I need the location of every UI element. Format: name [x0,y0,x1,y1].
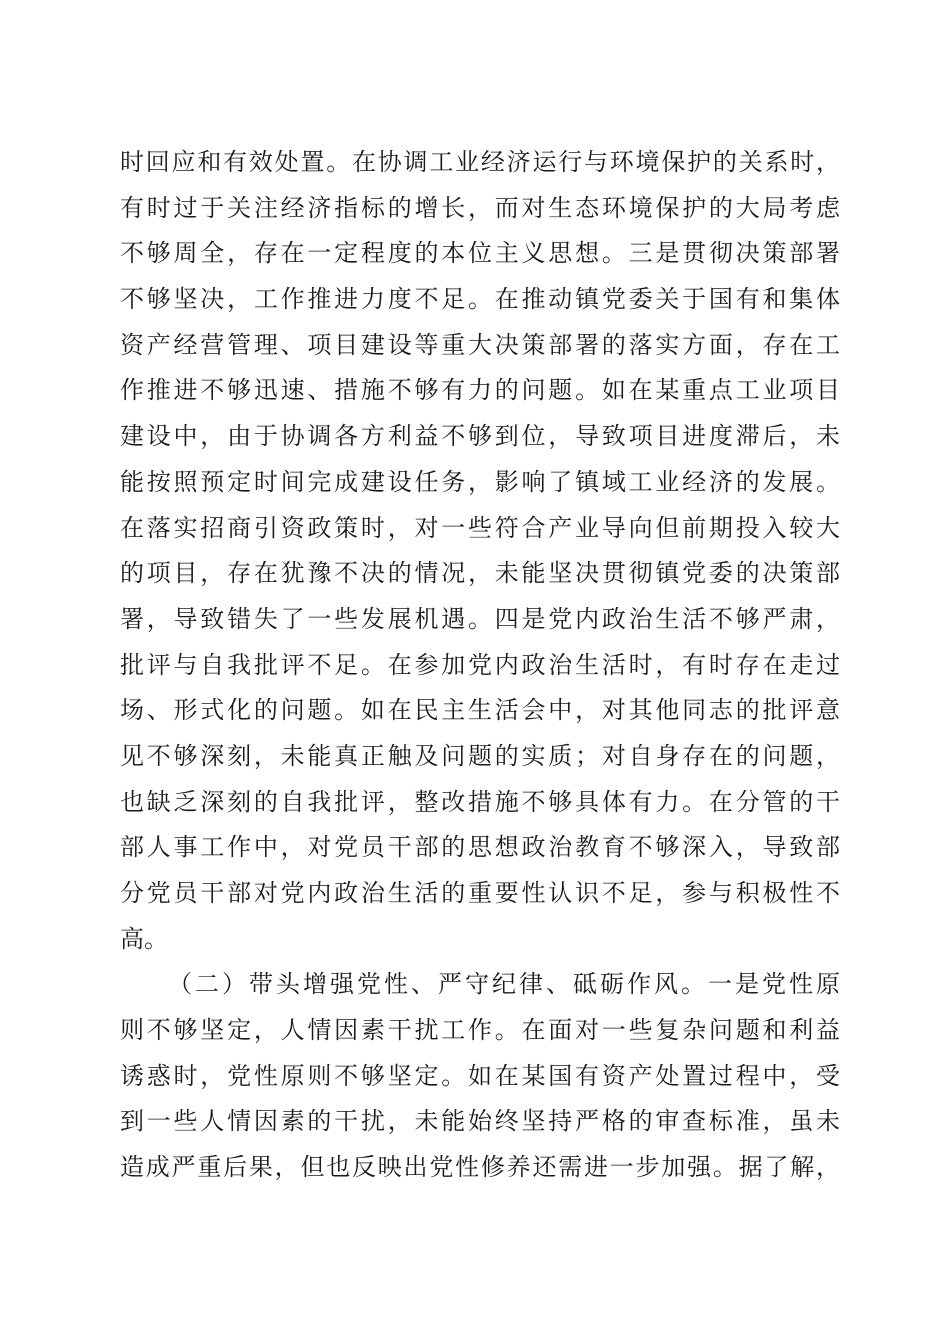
text-line: 诱惑时，党性原则不够坚定。如在某国有资产处置过程中，受 [120,1061,840,1090]
text-line: 署，导致错失了一些发展机遇。四是党内政治生活不够严肃， [120,604,840,633]
text-line: 见不够深刻，未能真正触及问题的实质；对自身存在的问题， [120,741,840,770]
text-line: 不够坚决，工作推进力度不足。在推动镇党委关于国有和集体 [120,285,840,314]
text-line: 能按照预定时间完成建设任务，影响了镇域工业经济的发展。 [120,467,840,496]
text-line: 作推进不够迅速、措施不够有力的问题。如在某重点工业项目 [120,376,840,405]
text-line: 不够周全，存在一定程度的本位主义思想。三是贯彻决策部署 [120,239,840,268]
text-line: 的项目，存在犹豫不决的情况，未能坚决贯彻镇党委的决策部 [120,559,840,588]
text-line: 也缺乏深刻的自我批评，整改措施不够具体有力。在分管的干 [120,787,840,816]
text-line: 到一些人情因素的干扰，未能始终坚持严格的审查标准，虽未 [120,1107,840,1136]
text-line: 资产经营管理、项目建设等重大决策部署的落实方面，存在工 [120,330,840,359]
text-line: 场、形式化的问题。如在民主生活会中，对其他同志的批评意 [120,696,840,725]
text-line: 则不够坚定，人情因素干扰工作。在面对一些复杂问题和利益 [120,1016,840,1045]
text-line: 有时过于关注经济指标的增长，而对生态环境保护的大局考虑 [120,193,840,222]
text-line: 批评与自我批评不足。在参加党内政治生活时，有时存在走过 [120,650,840,679]
text-line: 部人事工作中，对党员干部的思想政治教育不够深入，导致部 [120,833,840,862]
text-line: 时回应和有效处置。在协调工业经济运行与环境保护的关系时， [120,148,840,176]
body-text [120,140,840,1191]
text-line: 分党员干部对党内政治生活的重要性认识不足，参与积极性不 [120,879,840,907]
text-line: 在落实招商引资政策时，对一些符合产业导向但前期投入较大 [120,513,840,542]
text-line: 造成严重后果，但也反映出党性修养还需进一步加强。据了解， [120,1153,840,1182]
text-line: 建设中，由于协调各方利益不够到位，导致项目进度滞后，未 [120,422,840,451]
section-heading-line: （二）带头增强党性、严守纪律、砥砺作风。一是党性原 [168,970,840,999]
text-line: 高。 [120,924,168,953]
